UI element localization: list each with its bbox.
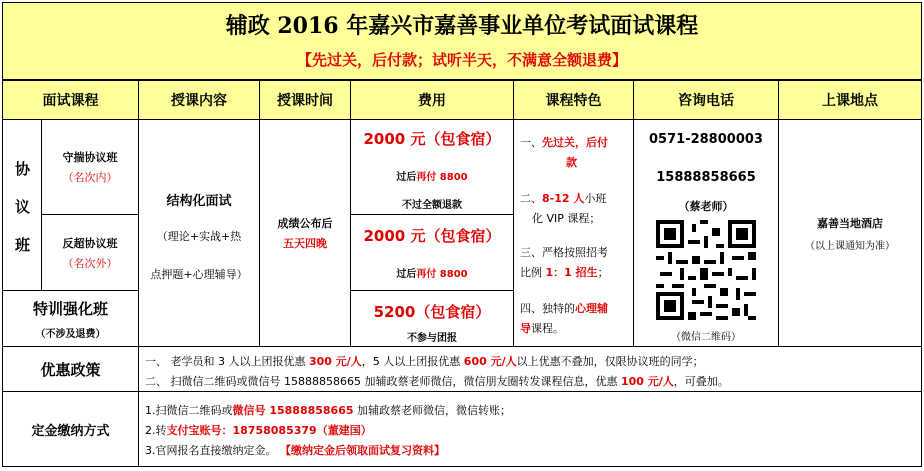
title-banner bbox=[2, 2, 922, 80]
course-table bbox=[2, 2, 922, 467]
deposit-label-cell bbox=[2, 391, 139, 467]
contact-cell bbox=[633, 119, 779, 347]
content-line-2: 点押题+心理辅导） bbox=[150, 268, 248, 281]
group-char-3: 班 bbox=[15, 236, 31, 254]
special-class-note: （不涉及退费） bbox=[35, 328, 106, 340]
class1-cell bbox=[41, 119, 139, 215]
deposit-text-cell bbox=[138, 391, 922, 467]
discount-line-1: 一、 老学员和 3 人以上团报优惠 300 元/人，5 人以上团报优惠 600 元/人以上优惠不叠加，仅限协议班的同学； bbox=[145, 355, 704, 368]
content-line-1: （理论+实战+热 bbox=[156, 230, 242, 243]
feature-1-line-1: 一、先过关，后付 bbox=[520, 136, 608, 149]
header-course: 面试课程 bbox=[2, 80, 139, 120]
phone-2: 15888858665 bbox=[656, 170, 756, 185]
content-title: 结构化面试 bbox=[166, 194, 232, 209]
fee2-after: 过后再付 8800 bbox=[396, 269, 468, 280]
header-location: 上课地点 bbox=[778, 80, 922, 120]
feature-1-line-2: 款 bbox=[566, 156, 577, 169]
fee3-amount: 5200（包食宿） bbox=[373, 303, 491, 321]
feature-4-line-1: 四、独特的心理辅 bbox=[520, 302, 608, 315]
features-cell bbox=[513, 119, 634, 347]
page-subtitle: 【先过关，后付款；试听半天，不满意全额退费】 bbox=[296, 50, 627, 69]
content-cell bbox=[138, 119, 260, 347]
time-line-1: 成绩公布后 bbox=[277, 217, 333, 230]
phone-1: 0571-28800003 bbox=[649, 132, 763, 147]
class2-cell bbox=[41, 214, 139, 291]
feature-4-line-2: 导课程。 bbox=[520, 322, 564, 335]
location-cell bbox=[778, 119, 922, 347]
agreement-group-cell bbox=[2, 119, 42, 291]
wechat-qr-code bbox=[656, 220, 756, 320]
fee3-note: 不参与团报 bbox=[407, 333, 457, 344]
fee-cell-3 bbox=[350, 290, 514, 347]
header-content: 授课内容 bbox=[138, 80, 260, 120]
feature-3-line-2: 比例 1：1 招生； bbox=[520, 266, 609, 279]
feature-2-line-2: 化 VIP 课程； bbox=[532, 212, 601, 225]
fee1-after: 过后再付 8800 bbox=[396, 172, 468, 183]
deposit-line-3: 3.官网报名直接缴纳定金。 【缴纳定金后领取面试复习资料】 bbox=[145, 444, 445, 457]
location-name: 嘉善当地酒店 bbox=[817, 216, 883, 230]
group-char-1: 协 bbox=[15, 160, 31, 178]
header-contact: 咨询电话 bbox=[633, 80, 779, 120]
feature-3-line-1: 三、严格按照招考 bbox=[520, 246, 608, 259]
class1-note: （名次内） bbox=[62, 171, 118, 184]
fee1-amount: 2000 元（包食宿） bbox=[363, 130, 501, 148]
class2-note: （名次外） bbox=[62, 256, 118, 270]
fee-cell-1 bbox=[350, 119, 514, 215]
discount-line-2: 二、 扫微信二维码或微信号 15888858665 加辅政蔡老师微信，微信朋友圈转发课程信息，优惠 100 元/人，可叠加。 bbox=[145, 375, 729, 388]
special-class-name: 特训强化班 bbox=[32, 299, 108, 318]
teacher-name: （蔡老师） bbox=[678, 200, 734, 213]
class2-name: 反超协议班 bbox=[62, 236, 118, 250]
discount-label: 优惠政策 bbox=[40, 360, 101, 379]
special-class-cell bbox=[2, 290, 139, 347]
deposit-line-2: 2.转支付宝账号：18758085379（董建国） bbox=[145, 424, 372, 437]
class1-name: 守揣协议班 bbox=[62, 151, 118, 164]
time-line-2: 五天四晚 bbox=[283, 237, 327, 250]
time-cell bbox=[259, 119, 351, 347]
header-features: 课程特色 bbox=[513, 80, 634, 120]
header-time: 授课时间 bbox=[259, 80, 351, 120]
location-note: （以上课通知为准） bbox=[805, 240, 895, 252]
header-fee: 费用 bbox=[350, 80, 514, 120]
feature-2-line-1: 二、8-12 人小班 bbox=[520, 192, 607, 205]
fee2-amount: 2000 元（包食宿） bbox=[363, 227, 501, 245]
deposit-line-1: 1.扫微信二维码或微信号 15888858665 加辅政蔡老师微信，微信转账； bbox=[145, 404, 512, 417]
group-char-2: 议 bbox=[15, 198, 31, 216]
deposit-label: 定金缴纳方式 bbox=[31, 423, 110, 439]
discount-label-cell bbox=[2, 346, 139, 392]
discount-text-cell bbox=[138, 346, 922, 392]
page-title: 辅政 2016 年嘉兴市嘉善事业单位考试面试课程 bbox=[225, 12, 699, 39]
fee1-refund: 不过全额退款 bbox=[402, 200, 462, 211]
qr-caption: （微信二维码） bbox=[671, 332, 741, 343]
fee-cell-2 bbox=[350, 214, 514, 291]
